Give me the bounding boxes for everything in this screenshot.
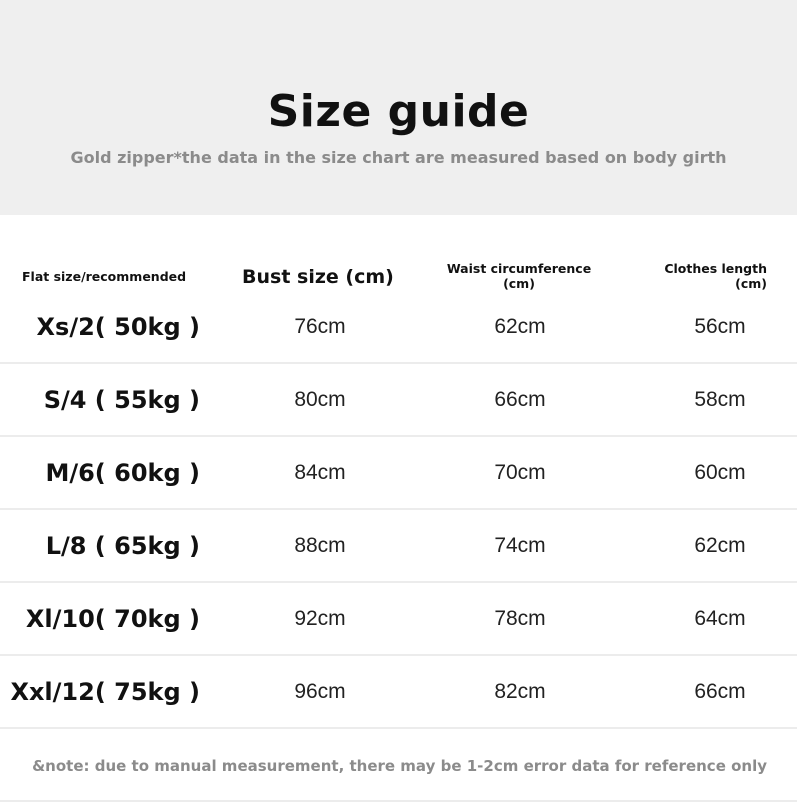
- bust-cell: 76cm: [294, 315, 346, 338]
- size-cell: M/6( 60kg ): [45, 459, 200, 487]
- length-cell: 66cm: [694, 680, 746, 703]
- bust-cell: 92cm: [294, 607, 346, 630]
- length-cell: 56cm: [694, 315, 746, 338]
- waist-cell: 78cm: [494, 607, 546, 630]
- bust-cell: 84cm: [294, 461, 346, 484]
- waist-cell: 66cm: [494, 388, 546, 411]
- table-row: [0, 364, 797, 437]
- size-cell: Xs/2( 50kg ): [36, 313, 200, 341]
- column-header-waist-unit: (cm): [503, 276, 535, 291]
- waist-cell: 70cm: [494, 461, 546, 484]
- column-header-waist-label: Waist circumference: [446, 261, 592, 276]
- size-cell: S/4 ( 55kg ): [43, 386, 200, 414]
- footer-divider: [0, 800, 797, 802]
- bust-cell: 96cm: [294, 680, 346, 703]
- waist-cell: 74cm: [494, 534, 546, 557]
- column-header-flat-size: Flat size/recommended: [22, 269, 187, 284]
- column-header-bust-size: Bust size (cm): [242, 266, 394, 288]
- column-header-length-label: Clothes length: [664, 261, 767, 276]
- length-cell: 58cm: [694, 388, 746, 411]
- column-header-waist: [444, 261, 594, 291]
- page-subtitle: Gold zipper*the data in the size chart are measured based on body girth: [70, 148, 727, 167]
- bust-cell: 88cm: [294, 534, 346, 557]
- table-row: [0, 510, 797, 583]
- waist-cell: 62cm: [494, 315, 546, 338]
- page-title: Size guide: [267, 86, 530, 137]
- length-cell: 60cm: [694, 461, 746, 484]
- table-row: [0, 656, 797, 729]
- size-cell: Xxl/12( 75kg ): [10, 678, 200, 706]
- size-cell: Xl/10( 70kg ): [25, 605, 200, 633]
- column-header-clothes-length: [655, 261, 767, 291]
- table-row: [0, 583, 797, 656]
- length-cell: 62cm: [694, 534, 746, 557]
- measurement-note: &note: due to manual measurement, there may be 1-2cm error data for reference only: [32, 757, 767, 775]
- table-row: [0, 291, 797, 364]
- column-header-length-unit: (cm): [735, 276, 767, 291]
- size-table: [0, 291, 797, 729]
- size-cell: L/8 ( 65kg ): [45, 532, 200, 560]
- header-banner: [0, 0, 797, 215]
- waist-cell: 82cm: [494, 680, 546, 703]
- table-row: [0, 437, 797, 510]
- bust-cell: 80cm: [294, 388, 346, 411]
- length-cell: 64cm: [694, 607, 746, 630]
